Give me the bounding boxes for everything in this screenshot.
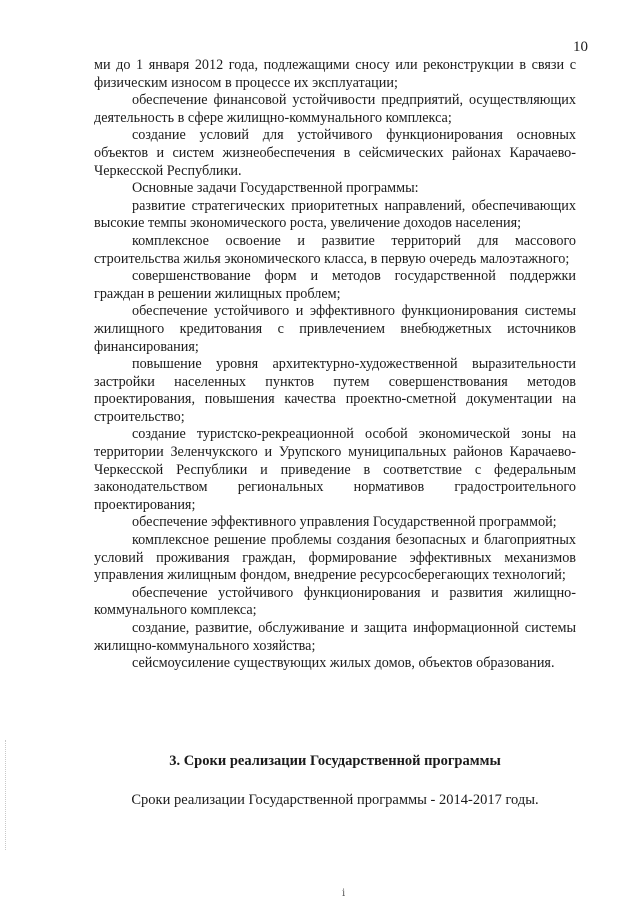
- task-item: обеспечение эффективного управления Государственной программой;: [132, 514, 557, 531]
- tasks-intro: Основные задачи Государственной программы:: [132, 180, 419, 197]
- task-item: повышение уровня архитектурно-художественной выразительности застройки населенных пунктов путем совершенствования методов проектирования, повышения качества проектно-сметной документации на строительство;: [94, 356, 576, 425]
- task-item: сейсмоусиление существующих жилых домов, объектов образования.: [132, 655, 555, 672]
- task-item: комплексное решение проблемы создания безопасных и благоприятных условий проживания граждан, формирование эффективных механизмов управления жилищным фондом, внедрение ресурсосберегающих технологий;: [94, 532, 576, 584]
- page-number: 10: [573, 39, 588, 55]
- task-item: обеспечение устойчивого функционирования и развития жилищно-коммунального комплекса;: [94, 584, 576, 619]
- task-item: создание, развитие, обслуживание и защита информационной системы жилищно-коммунального хозяйства;: [94, 620, 576, 654]
- task-item: создание туристско-рекреационной особой экономической зоны на территории Зеленчукского и Урупского муниципальных районов Карачаево-Черкесской Республики и приведение в соответствие с федеральным законодательством региональных нормативов градостроительного проектирования;: [94, 426, 576, 513]
- task-item: комплексное освоение и развитие территорий для массового строительства жилья экономического класса, в первую очередь малоэтажного;: [94, 232, 576, 267]
- task-item: обеспечение устойчивого и эффективного функционирования системы жилищного кредитования с привлечением внебюджетных источников финансирования;: [94, 303, 576, 355]
- task-item: совершенствование форм и методов государственной поддержки граждан в решении жилищных проблем;: [94, 268, 576, 302]
- task-item: развитие стратегических приоритетных направлений, обеспечивающих высокие темпы экономического роста, увеличение доходов населения;: [94, 197, 576, 232]
- section-heading: 3. Сроки реализации Государственной программы: [169, 753, 501, 769]
- paragraph: обеспечение финансовой устойчивости предприятий, осуществляющих деятельность в сфере жилищно-коммунального комплекса;: [94, 92, 576, 126]
- paragraph: создание условий для устойчивого функционирования основных объектов и систем жизнеобеспечения в сейсмических районах Карачаево-Черкесской Республики.: [94, 127, 576, 179]
- scan-mark: ⅰ: [342, 888, 346, 899]
- body-text: [94, 57, 576, 673]
- paragraph-continuation: ми до 1 января 2012 года, подлежащими сносу или реконструкции в связи с физическим износом в процессе их эксплуатации;: [94, 57, 576, 91]
- scan-margin-artifact: [5, 740, 8, 850]
- implementation-term-text: Сроки реализации Государственной программы - 2014-2017 годы.: [131, 792, 539, 808]
